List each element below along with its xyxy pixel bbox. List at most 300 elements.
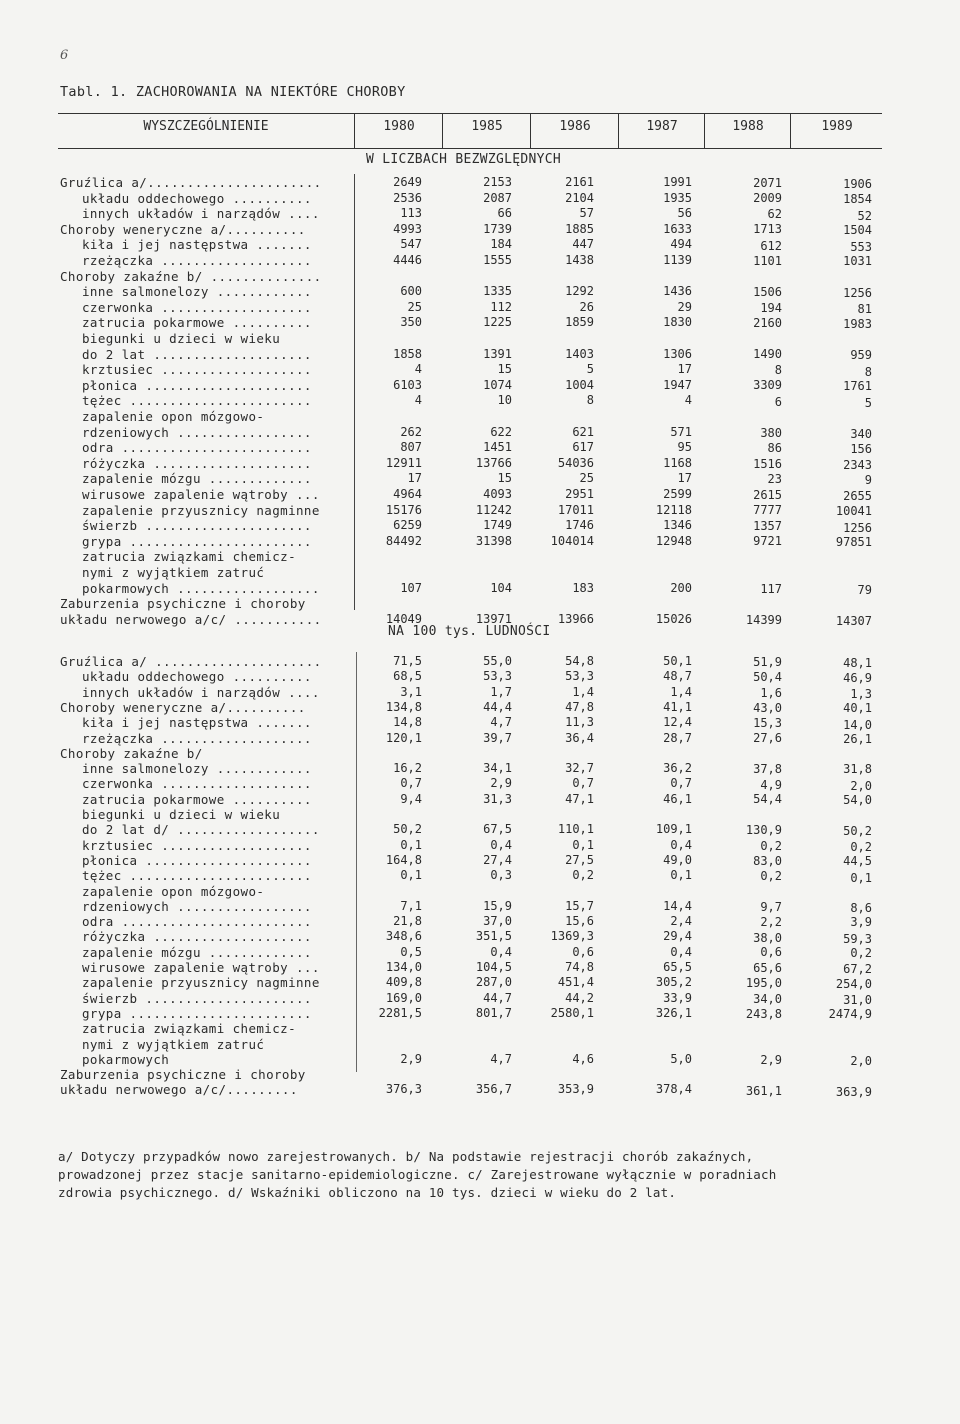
- table-row: [0, 807, 960, 822]
- rate-value-cell: 14,8: [393, 715, 422, 730]
- rate-value-cell: 3,1: [400, 684, 422, 699]
- header-label: WYSZCZEGÓLNIENIE: [143, 119, 269, 134]
- absolute-value-cell: 15026: [655, 611, 692, 626]
- absolute-value-cell: 262: [400, 424, 422, 439]
- absolute-value-cell: 5: [586, 362, 594, 377]
- row-label: pokarmowych: [82, 1051, 170, 1067]
- absolute-value-cell: 8: [774, 363, 782, 378]
- absolute-value-cell: 4446: [393, 253, 422, 267]
- rate-value-cell: 15,6: [565, 914, 594, 929]
- table-row: [0, 222, 960, 237]
- footnote-line: a/ Dotyczy przypadków nowo zarejestrowanych. b/ Na podstawie rejestracji chorób zakaźnych,: [58, 1149, 754, 1164]
- absolute-value-cell: 622: [490, 424, 512, 439]
- rate-value-cell: 376,3: [385, 1082, 422, 1097]
- absolute-value-cell: 1947: [663, 377, 692, 392]
- rate-value-cell: 0,6: [760, 945, 782, 960]
- rate-value-cell: 50,4: [753, 669, 782, 684]
- rate-value-cell: 1,6: [760, 685, 782, 700]
- absolute-value-cell: 81: [857, 302, 872, 317]
- table-row: [0, 884, 960, 899]
- absolute-value-cell: 1101: [753, 253, 782, 268]
- rate-value-cell: 15,9: [483, 898, 512, 913]
- row-label: wirusowe zapalenie wątroby ...: [82, 960, 320, 975]
- rate-value-cell: 254,0: [835, 976, 872, 991]
- absolute-value-cell: 1490: [753, 347, 782, 362]
- absolute-value-cell: 17: [677, 362, 692, 377]
- table-row: [0, 1067, 960, 1082]
- header-year: 1986: [530, 114, 619, 148]
- absolute-value-cell: 600: [400, 284, 422, 299]
- table-row: [0, 253, 960, 268]
- absolute-value-cell: 1292: [565, 284, 594, 299]
- absolute-value-cell: 2599: [663, 487, 692, 501]
- absolute-value-cell: 25: [407, 299, 422, 314]
- row-label: czerwonka ...................: [82, 776, 312, 792]
- rate-value-cell: 9,7: [760, 899, 782, 914]
- rate-value-cell: 3,9: [850, 915, 872, 930]
- footnote-line: zdrowia psychicznego. d/ Wskaźniki obliczono na 10 tys. dzieci w wieku do 2 lat.: [58, 1185, 677, 1200]
- absolute-value-cell: 14049: [385, 611, 422, 626]
- rate-value-cell: 109,1: [655, 822, 692, 837]
- rate-value-cell: 0,4: [490, 944, 512, 959]
- rate-value-cell: 2,4: [670, 914, 692, 929]
- row-label: do 2 lat d/ ..................: [82, 822, 320, 838]
- table-row: [0, 175, 960, 190]
- row-label: inne salmonelozy ............: [82, 761, 312, 777]
- table-row: [0, 565, 960, 580]
- rate-value-cell: 14,0: [843, 717, 872, 732]
- rate-value-cell: 44,5: [843, 854, 872, 869]
- rate-value-cell: 8,6: [850, 901, 872, 916]
- rate-value-cell: 0,2: [850, 946, 872, 961]
- absolute-value-cell: 1830: [663, 315, 692, 330]
- table-row: [0, 1006, 960, 1021]
- rate-value-cell: 4,7: [490, 1051, 512, 1066]
- rate-value-cell: 353,9: [557, 1082, 594, 1097]
- absolute-value-cell: 17: [677, 471, 692, 486]
- table-row: [0, 237, 960, 252]
- absolute-value-cell: 2649: [393, 175, 422, 189]
- header-year: 1989: [790, 114, 883, 148]
- row-label: zapalenie mózgu .............: [82, 471, 312, 487]
- row-label: wirusowe zapalenie wątroby ...: [82, 487, 320, 502]
- rate-value-cell: 2,9: [490, 776, 512, 791]
- page-number: 6: [60, 48, 69, 63]
- rate-value-cell: 110,1: [557, 822, 594, 837]
- row-label: Zaburzenia psychiczne i choroby: [60, 1067, 306, 1083]
- row-label: Choroby weneryczne a/..........: [60, 221, 306, 237]
- absolute-value-cell: 17011: [557, 502, 594, 517]
- rate-value-cell: 1,4: [670, 684, 692, 699]
- absolute-value-cell: 1906: [843, 177, 872, 192]
- absolute-value-cell: 1306: [663, 346, 692, 361]
- row-label: różyczka ....................: [82, 929, 312, 945]
- rate-value-cell: 0,5: [400, 944, 422, 959]
- row-label: biegunki u dzieci w wieku: [82, 807, 281, 822]
- row-label: różyczka ....................: [82, 455, 312, 471]
- rate-value-cell: 40,1: [843, 701, 872, 716]
- absolute-value-cell: 79: [857, 582, 872, 597]
- rate-value-cell: 0,3: [490, 868, 512, 883]
- table-row: [0, 518, 960, 533]
- absolute-value-cell: 2951: [565, 487, 594, 501]
- absolute-value-cell: 66: [497, 206, 512, 221]
- table-row: [0, 534, 960, 549]
- absolute-value-cell: 2655: [843, 489, 872, 504]
- absolute-value-cell: 1746: [565, 518, 594, 533]
- rate-value-cell: 2,9: [760, 1052, 782, 1067]
- table-row: [0, 347, 960, 362]
- rate-value-cell: 49,0: [663, 852, 692, 867]
- table-row: [0, 669, 960, 684]
- absolute-value-cell: 57: [579, 206, 594, 221]
- rate-value-cell: 38,0: [753, 930, 782, 945]
- row-label: innych układów i narządów ....: [82, 684, 320, 700]
- rate-value-cell: 409,8: [385, 975, 422, 990]
- rate-value-cell: 67,2: [843, 962, 872, 977]
- rate-value-cell: 27,4: [483, 852, 512, 867]
- table-row: [0, 440, 960, 455]
- table-row: [0, 685, 960, 700]
- rate-value-cell: 31,8: [843, 762, 872, 777]
- header-year: 1985: [442, 114, 531, 148]
- absolute-value-cell: 1991: [663, 175, 692, 189]
- absolute-value-cell: 8: [586, 393, 594, 408]
- absolute-value-cell: 15: [497, 362, 512, 377]
- rate-value-cell: 0,1: [400, 868, 422, 883]
- table-row: [0, 206, 960, 221]
- absolute-value-cell: 23: [767, 472, 782, 487]
- row-label: rzeżączka ...................: [82, 730, 312, 746]
- rate-value-cell: 5,0: [670, 1051, 692, 1066]
- rate-value-cell: 71,5: [393, 654, 422, 668]
- rate-value-cell: 0,2: [572, 868, 594, 883]
- rate-value-cell: 195,0: [745, 975, 782, 990]
- table-row: [0, 776, 960, 791]
- rate-value-cell: 16,2: [393, 761, 422, 776]
- table-row: [0, 899, 960, 914]
- absolute-value-cell: 350: [400, 315, 422, 330]
- rate-value-cell: 1,3: [850, 686, 872, 701]
- absolute-value-cell: 1256: [843, 520, 872, 535]
- rate-value-cell: 0,4: [670, 944, 692, 959]
- absolute-value-cell: 1935: [663, 190, 692, 205]
- absolute-value-cell: 6259: [393, 518, 422, 533]
- absolute-value-cell: 380: [760, 425, 782, 440]
- rate-value-cell: 65,5: [663, 960, 692, 974]
- absolute-value-cell: 1436: [663, 284, 692, 299]
- rate-value-cell: 363,9: [835, 1084, 872, 1099]
- rate-value-cell: 361,1: [745, 1083, 782, 1098]
- table-row: [0, 425, 960, 440]
- rate-value-cell: 326,1: [655, 1005, 692, 1020]
- rate-value-cell: 50,2: [843, 823, 872, 838]
- absolute-value-cell: 1516: [753, 456, 782, 471]
- absolute-value-cell: 117: [760, 581, 782, 596]
- rate-value-cell: 2,0: [850, 1054, 872, 1069]
- row-label: kiła i jej następstwa .......: [82, 237, 312, 253]
- absolute-value-cell: 1139: [663, 253, 692, 267]
- rate-value-cell: 0,7: [670, 776, 692, 791]
- rate-value-cell: 1369,3: [550, 929, 594, 944]
- absolute-value-cell: 340: [850, 426, 872, 441]
- absolute-value-cell: 2615: [753, 488, 782, 503]
- rate-value-cell: 7,1: [400, 898, 422, 913]
- row-label: kiła i jej następstwa .......: [82, 715, 312, 731]
- table-row: [0, 487, 960, 502]
- table-row: [0, 471, 960, 486]
- table-row: [0, 1037, 960, 1052]
- absolute-value-cell: 447: [572, 237, 594, 252]
- table-row: [0, 612, 960, 627]
- table-row: [0, 331, 960, 346]
- table-row: [0, 191, 960, 206]
- header-year: 1988: [704, 114, 791, 148]
- rate-value-cell: 351,5: [475, 929, 512, 944]
- table-row: [0, 746, 960, 761]
- absolute-value-cell: 8: [864, 364, 872, 379]
- row-label: Choroby zakaźne b/ ..............: [60, 268, 322, 284]
- rate-value-cell: 74,8: [565, 960, 594, 974]
- table-row: [0, 269, 960, 284]
- rate-value-cell: 0,2: [760, 869, 782, 884]
- rate-value-cell: 130,9: [745, 822, 782, 837]
- absolute-value-cell: 104014: [550, 533, 594, 548]
- absolute-value-cell: 9721: [753, 534, 782, 549]
- absolute-value-cell: 1633: [663, 221, 692, 236]
- absolute-value-cell: 113: [400, 206, 422, 221]
- row-label: Choroby zakaźne b/: [60, 745, 203, 761]
- rate-value-cell: 53,3: [483, 669, 512, 684]
- absolute-value-cell: 1346: [663, 518, 692, 533]
- absolute-value-cell: 194: [760, 300, 782, 315]
- absolute-value-cell: 1983: [843, 316, 872, 331]
- row-label: zapalenie opon mózgowo-: [82, 409, 265, 424]
- rate-value-cell: 44,4: [483, 699, 512, 714]
- absolute-value-cell: 12118: [655, 502, 692, 517]
- row-label: płonica .....................: [82, 377, 312, 393]
- absolute-value-cell: 2071: [753, 176, 782, 191]
- absolute-value-cell: 1749: [483, 518, 512, 533]
- rate-value-cell: 4,7: [490, 715, 512, 730]
- row-label: nymi z wyjątkiem zatruć: [82, 565, 265, 580]
- row-label: do 2 lat ....................: [82, 346, 312, 362]
- row-label: Gruźlica a/......................: [60, 175, 322, 190]
- rate-value-cell: 27,5: [565, 852, 594, 867]
- rate-value-cell: 0,2: [760, 838, 782, 853]
- rate-value-cell: 54,4: [753, 792, 782, 807]
- absolute-value-cell: 156: [850, 441, 872, 456]
- row-label: zapalenie przyusznicy nagminne: [82, 975, 320, 991]
- absolute-value-cell: 4: [684, 393, 692, 408]
- table-row: [0, 761, 960, 776]
- absolute-value-cell: 1438: [565, 253, 594, 267]
- absolute-value-cell: 184: [490, 237, 512, 252]
- rate-value-cell: 2281,5: [378, 1005, 422, 1020]
- absolute-value-cell: 553: [850, 239, 872, 254]
- row-label: Gruźlica a/ .....................: [60, 654, 322, 669]
- absolute-value-cell: 17: [407, 471, 422, 486]
- absolute-value-cell: 1225: [483, 315, 512, 330]
- table-row: [0, 393, 960, 408]
- rate-value-cell: 11,3: [565, 715, 594, 730]
- absolute-value-cell: 1555: [483, 253, 512, 267]
- row-label: układu oddechowego ..........: [82, 669, 312, 685]
- rate-value-cell: 47,8: [565, 699, 594, 714]
- row-label: zatrucia pokarmowe ..........: [82, 791, 312, 807]
- section-title-rates: NA 100 tys. LUDNOŚCI: [388, 624, 551, 639]
- row-label: zatrucia pokarmowe ..........: [82, 315, 312, 331]
- row-label: tężec .......................: [82, 393, 312, 409]
- absolute-value-cell: 62: [767, 207, 782, 222]
- row-label: rdzeniowych .................: [82, 424, 312, 440]
- absolute-value-cell: 571: [670, 424, 692, 439]
- table-row: [0, 929, 960, 944]
- rate-value-cell: 33,9: [663, 990, 692, 1005]
- absolute-value-cell: 52: [857, 208, 872, 223]
- absolute-value-cell: 612: [760, 238, 782, 253]
- absolute-value-cell: 1031: [843, 254, 872, 269]
- table-title: Tabl. 1. ZACHOROWANIA NA NIEKTÓRE CHOROBY: [60, 84, 406, 100]
- rate-value-cell: 47,1: [565, 791, 594, 806]
- absolute-value-cell: 56: [677, 206, 692, 221]
- rate-value-cell: 48,1: [843, 656, 872, 671]
- table-row: [0, 1082, 960, 1097]
- row-label: zatrucia związkami chemicz-: [82, 1021, 296, 1037]
- table-row: [0, 868, 960, 883]
- absolute-value-cell: 13971: [475, 611, 512, 626]
- absolute-value-cell: 547: [400, 237, 422, 252]
- rate-value-cell: 1,4: [572, 684, 594, 699]
- footnote-line: prowadzonej przez stacje sanitarno-epidemiologiczne. c/ Zarejestrowane wyłącznie w poradniach: [58, 1167, 777, 1182]
- rate-value-cell: 31,3: [483, 791, 512, 806]
- table-row: [0, 960, 960, 975]
- table-row: [0, 1052, 960, 1067]
- table-row: [0, 378, 960, 393]
- rate-value-cell: 2,0: [850, 778, 872, 793]
- row-label: układu oddechowego ..........: [82, 190, 312, 206]
- absolute-value-cell: 1739: [483, 221, 512, 236]
- table-row: [0, 1021, 960, 1036]
- rate-value-cell: 451,4: [557, 975, 594, 990]
- absolute-value-cell: 959: [850, 347, 872, 362]
- table-row: [0, 700, 960, 715]
- absolute-value-cell: 2087: [483, 190, 512, 205]
- row-label: płonica .....................: [82, 852, 312, 868]
- rate-value-cell: 287,0: [475, 975, 512, 990]
- rate-value-cell: 28,7: [663, 730, 692, 745]
- absolute-value-cell: 1391: [483, 346, 512, 361]
- absolute-value-cell: 29: [677, 299, 692, 314]
- table-row: [0, 822, 960, 837]
- row-label: inne salmonelozy ............: [82, 284, 312, 300]
- absolute-value-cell: 107: [400, 580, 422, 595]
- rate-value-cell: 169,0: [385, 990, 422, 1005]
- rate-value-cell: 54,0: [843, 793, 872, 808]
- absolute-value-cell: 621: [572, 424, 594, 439]
- rate-value-cell: 134,8: [385, 699, 422, 714]
- header-year: 1980: [354, 114, 443, 148]
- rate-value-cell: 68,5: [393, 669, 422, 684]
- row-label: grypa .......................: [82, 533, 312, 549]
- section-title-absolute: W LICZBACH BEZWZGLĘDNYCH: [366, 152, 562, 167]
- absolute-value-cell: 5: [864, 395, 872, 410]
- rate-value-cell: 305,2: [655, 975, 692, 990]
- rate-value-cell: 36,4: [565, 730, 594, 745]
- rate-value-cell: 44,2: [565, 990, 594, 1005]
- rate-value-cell: 0,7: [572, 776, 594, 791]
- absolute-value-cell: 15: [497, 471, 512, 486]
- absolute-value-cell: 86: [767, 440, 782, 455]
- absolute-value-cell: 4093: [483, 487, 512, 501]
- row-label: rdzeniowych .................: [82, 898, 312, 914]
- rate-value-cell: 37,0: [483, 914, 512, 929]
- table-row: [0, 581, 960, 596]
- absolute-value-cell: 1504: [843, 223, 872, 238]
- absolute-value-cell: 112: [490, 299, 512, 314]
- absolute-value-cell: 4993: [393, 221, 422, 236]
- rate-value-cell: 0,1: [670, 868, 692, 883]
- absolute-value-cell: 1451: [483, 440, 512, 455]
- rate-value-cell: 243,8: [745, 1006, 782, 1021]
- rate-value-cell: 2,2: [760, 914, 782, 929]
- absolute-value-cell: 2009: [753, 191, 782, 206]
- table-row: [0, 792, 960, 807]
- row-label: świerzb .....................: [82, 518, 312, 534]
- header-year: 1987: [618, 114, 705, 148]
- rate-value-cell: 14,4: [663, 898, 692, 913]
- rate-value-cell: 9,4: [400, 791, 422, 806]
- absolute-value-cell: 1885: [565, 221, 594, 236]
- rate-value-cell: 0,1: [400, 837, 422, 852]
- absolute-value-cell: 2153: [483, 175, 512, 189]
- table-row: [0, 945, 960, 960]
- rate-value-cell: 2,9: [400, 1051, 422, 1066]
- absolute-value-cell: 2104: [565, 190, 594, 205]
- rate-value-cell: 32,7: [565, 761, 594, 776]
- absolute-value-cell: 13766: [475, 455, 512, 470]
- absolute-value-cell: 1854: [843, 191, 872, 206]
- rate-value-cell: 65,6: [753, 961, 782, 976]
- absolute-value-cell: 26: [579, 299, 594, 314]
- absolute-value-cell: 54036: [557, 455, 594, 470]
- absolute-value-cell: 25: [579, 471, 594, 486]
- absolute-value-cell: 6103: [393, 377, 422, 392]
- table-row: [0, 549, 960, 564]
- absolute-value-cell: 15176: [385, 502, 422, 517]
- row-label: innych układów i narządów ....: [82, 206, 320, 222]
- rate-value-cell: 0,2: [850, 839, 872, 854]
- absolute-value-cell: 1859: [565, 315, 594, 330]
- rate-value-cell: 104,5: [475, 960, 512, 974]
- table-row: [0, 715, 960, 730]
- absolute-value-cell: 10041: [835, 503, 872, 518]
- table-row: [0, 838, 960, 853]
- rate-value-cell: 53,3: [565, 669, 594, 684]
- rate-value-cell: 134,0: [385, 960, 422, 974]
- rate-value-cell: 0,4: [490, 837, 512, 852]
- rate-value-cell: 48,7: [663, 669, 692, 684]
- rate-value-cell: 83,0: [753, 853, 782, 868]
- rate-value-cell: 50,1: [663, 654, 692, 668]
- rate-value-cell: 37,8: [753, 761, 782, 776]
- footnotes: [58, 1148, 898, 1202]
- absolute-value-cell: 11242: [475, 502, 512, 517]
- absolute-value-cell: 14399: [745, 612, 782, 627]
- absolute-value-cell: 97851: [835, 535, 872, 550]
- row-label: nymi z wyjątkiem zatruć: [82, 1036, 265, 1052]
- row-label: krztusiec ...................: [82, 837, 312, 853]
